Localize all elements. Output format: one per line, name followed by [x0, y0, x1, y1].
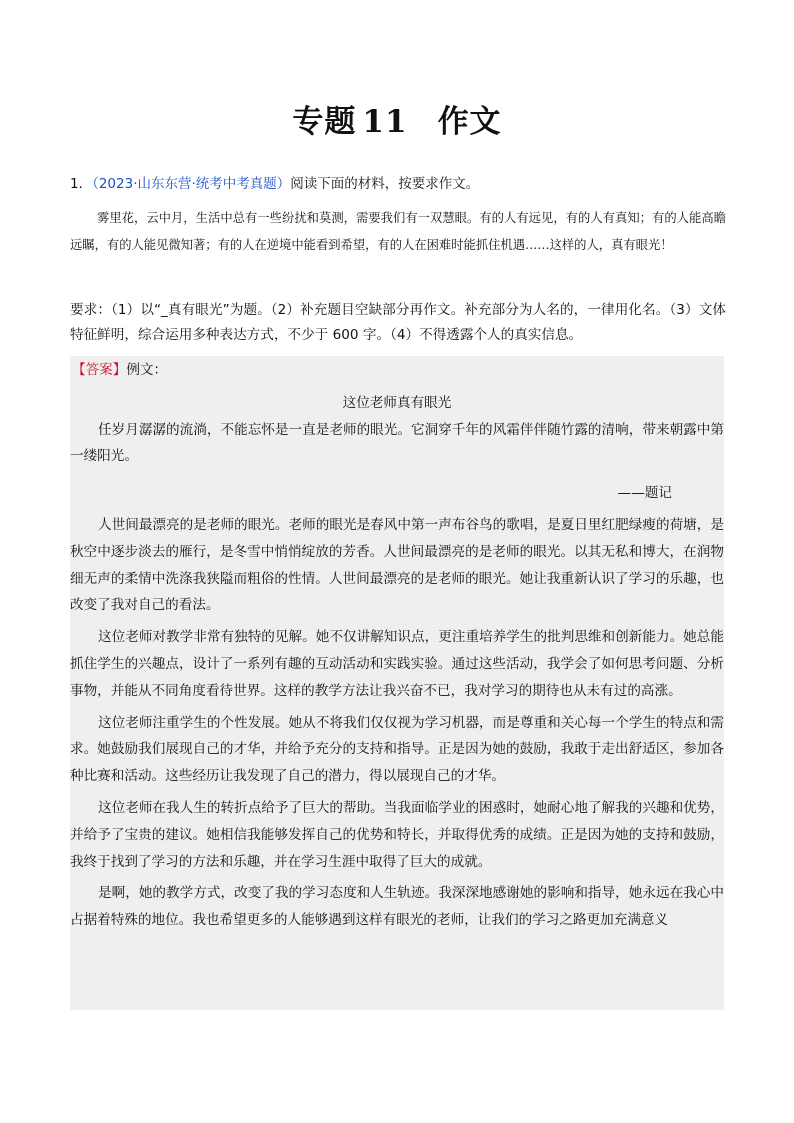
essay-paragraph: 人世间最漂亮的是老师的眼光。老师的眼光是春风中第一声布谷鸟的歌唱，是夏日里红肥绿瘦的荷塘，是秋空中逐步淡去的雁行，是冬雪中悄悄绽放的芳香。人世间最漂亮的是老师的眼光。以其无私和博大，在润物细无声的柔情中洗涤我狭隘而粗俗的性情。人世间最漂亮的是老师的眼光。她让我重新认识了学习的乐趣，也改变了我对自己的看法。 — [70, 517, 724, 614]
essay-body — [70, 512, 724, 939]
title-number: 11 — [362, 104, 408, 140]
answer-label — [72, 360, 167, 380]
answer-section — [70, 356, 724, 1010]
reading-material: 雾里花，云中月，生活中总有一些纷扰和莫测，需要我们有一双慧眼。有的人有远见，有的人有真知；有的人能高瞻远瞩，有的人能见微知著；有的人在逆境中能看到希望，有的人在困难时能抓住机遇……这样的人，真有眼光！ — [70, 211, 726, 252]
requirements: 要求：（1）以“_真有眼光”为题。（2）补充题目空缺部分再作文。补充部分为人名的，一律用化名。（3）文体特征鲜明，综合运用多种表达方式，不少于 600 字。（4）不得透露个人的真实信息。 — [70, 302, 726, 343]
title-main: 作文 — [437, 104, 502, 140]
question-number: 1． — [70, 176, 93, 192]
page-title — [0, 96, 794, 141]
title-prefix: 专题 — [292, 104, 357, 140]
question-line — [70, 174, 726, 194]
essay-epigraph: 任岁月潺潺的流淌，不能忘怀是一直是老师的眼光。它洞穿千年的风霜伴伴随竹露的清响，带来朝露中第一缕阳光。 — [70, 422, 724, 464]
epigraph-byline: ——题记 — [617, 485, 672, 501]
answer-tag: 【答案】 — [72, 362, 127, 378]
essay-title: 这位老师真有眼光 — [342, 395, 452, 411]
answer-example-label: 例文： — [126, 362, 168, 378]
essay-paragraph: 这位老师对教学非常有独特的见解。她不仅讲解知识点，更注重培养学生的批判思维和创新能力。她总能抓住学生的兴趣点，设计了一系列有趣的互动活动和实践实验。通过这些活动，我学会了如何思考问题、分析事物，并能从不同角度看待世界。这样的教学方法让我兴奋不已，我对学习的期待也从未有过的高涨。 — [70, 629, 724, 699]
essay-paragraph: 这位老师注重学生的个性发展。她从不将我们仅仅视为学习机器，而是尊重和关心每一个学生的特点和需求。她鼓励我们展现自己的才华，并给予充分的支持和指导。正是因为她的鼓励，我敢于走出舒适区，参加各种比赛和活动。这些经历让我发现了自己的潜力，得以展现自己的才华。 — [70, 714, 724, 785]
question-prompt: 阅读下面的材料，按要求作文。 — [290, 176, 480, 192]
essay-paragraph: 是啊，她的教学方式，改变了我的学习态度和人生轨迹。我深深地感谢她的影响和指导，她永远在我心中占据着特殊的地位。我也希望更多的人能够遇到这样有眼光的老师，让我们的学习之路更加充满意义 — [70, 885, 724, 929]
essay-paragraph: 这位老师在我人生的转折点给予了巨大的帮助。当我面临学业的困惑时，她耐心地了解我的兴趣和优势，并给予了宝贵的建议。她相信我能够发挥自己的优势和特长，并取得优秀的成绩。正是因为她的支持和鼓励，我终于找到了学习的方法和乐趣，并在学习生涯中取得了巨大的成就。 — [70, 799, 724, 870]
question-source: （2023·山东东营·统考中考真题） — [92, 176, 291, 192]
